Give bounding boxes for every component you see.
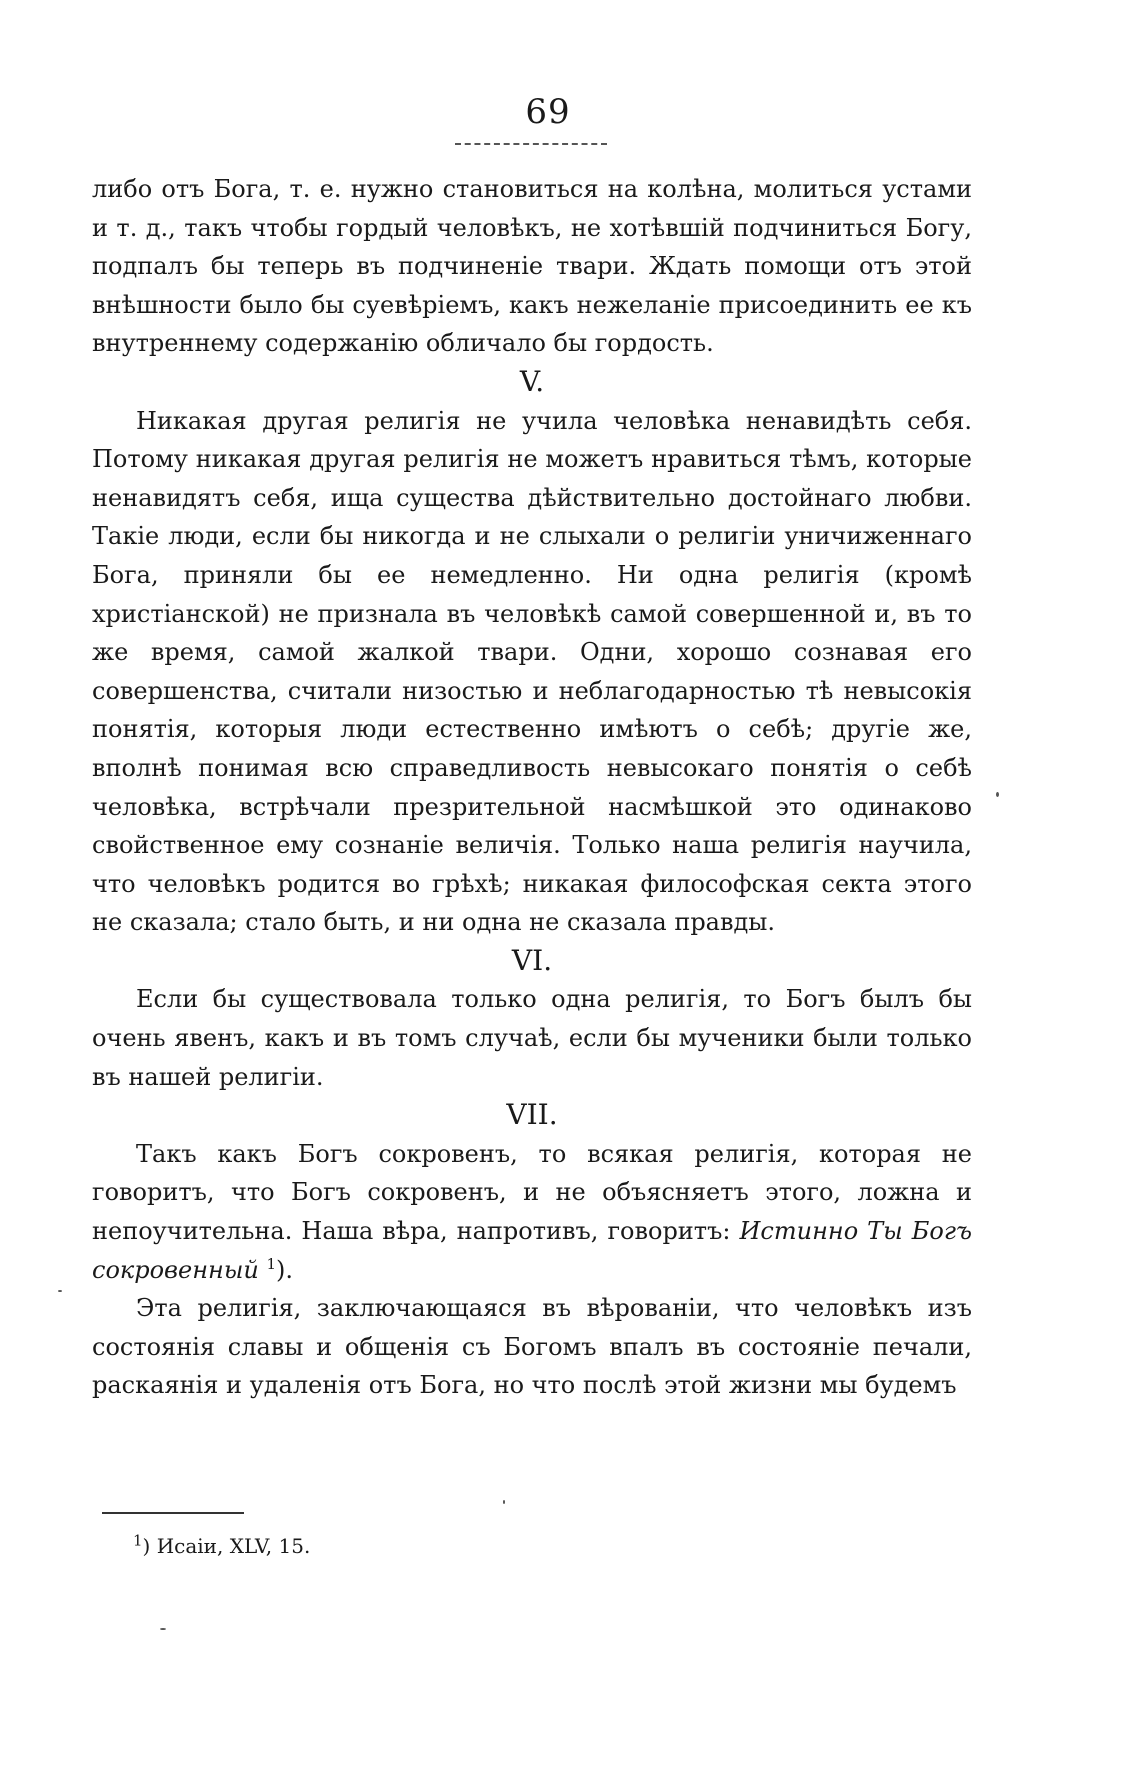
footnote-reference: 1: [266, 1254, 277, 1273]
header-rule: [455, 143, 607, 151]
paragraph-continued: либо отъ Бога, т. е. нужно становиться на колѣна, молиться устами и т. д., такъ чтобы гордый человѣкъ, не хотѣвшій подчиниться Богу, подпалъ бы теперь въ подчиненіе твари. Ждать помощи отъ этой внѣшности было бы суевѣріемъ, какъ нежеланіе присоединить ее къ внутреннему содержанію обличало бы гордость.: [92, 175, 972, 358]
scan-speck: [58, 1290, 62, 1292]
section-vii-text: Такъ какъ Богъ сокровенъ, то всякая религія, которая не говоритъ, что Богъ сокровенъ, и не объясняетъ этого, ложна и непоучительна. Наша вѣра, напротивъ, говоритъ:: [92, 1139, 972, 1246]
section-heading-v: V.: [519, 364, 545, 398]
footnote: [133, 1532, 310, 1560]
body-text: [92, 170, 972, 1405]
page-header: [0, 92, 1140, 132]
scan-speck: [996, 792, 999, 797]
section-vii-paragraph-2: Эта религія, заключающаяся въ вѣрованіи, что человѣкъ изъ состоянія славы и общенія съ Богомъ впалъ въ состояніе печали, раскаянія и удаленія отъ Бога, но что послѣ этой жизни мы будемъ: [92, 1294, 972, 1400]
scan-speck: [503, 1500, 505, 1504]
section-v-paragraph: Никакая другая религія не учила человѣка ненавидѣть себя. Потому никакая другая религія не можетъ нравиться тѣмъ, которые ненавидятъ себя, ища существа дѣйствительно достойнаго любви. Такіе люди, если бы никогда и не слыхали о религіи уничиженнаго Бога, приняли бы ее немедленно. Ни одна религія (кромѣ христіанской) не признала въ человѣкѣ самой совершенной и, въ то же время, самой жалкой твари. Одни, хорошо сознавая его совершенства, считали низостью и неблагодарностью тѣ невысокія понятія, которыя люди естественно имѣютъ о себѣ; другіе же, вполнѣ понимая всю справедливость невысокаго понятія о себѣ человѣка, встрѣчали презрительной насмѣшкой это одинаково свойственное ему сознаніе величія. Только наша религія научила, что человѣкъ родится во грѣхѣ; никакая философская секта этого не сказала; стало быть, и ни одна не сказала правды.: [92, 406, 972, 937]
section-heading-vi: VI.: [511, 943, 553, 977]
footnote-rule: [102, 1512, 244, 1514]
section-vii-text-end: ).: [276, 1255, 294, 1284]
section-heading-vii: VII.: [506, 1098, 558, 1132]
scan-speck: [160, 1628, 166, 1630]
section-vi-paragraph: Если бы существовала только одна религія, то Богъ былъ бы очень явенъ, какъ и въ томъ случаѣ, если бы мученики были только въ нашей религіи.: [92, 985, 972, 1091]
footnote-marker: 1: [133, 1531, 143, 1550]
footnote-text: ) Исаіи, XLV, 15.: [142, 1534, 311, 1558]
scripture-quote: Истинно Ты Богъ сокровенный: [92, 1217, 972, 1284]
page-number: 69: [525, 92, 571, 132]
section-vii-paragraph-1: [92, 1135, 972, 1289]
